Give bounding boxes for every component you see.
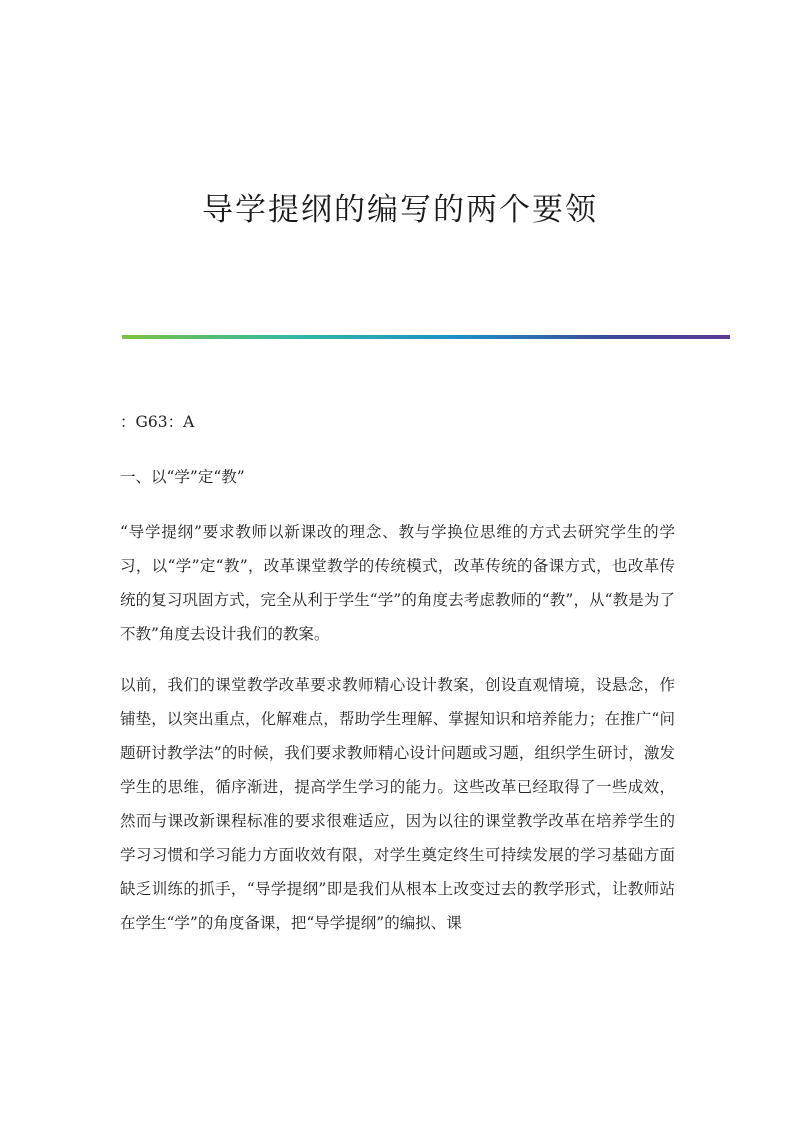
section-heading: 一、以“学”定“教” [120,468,245,486]
body-paragraph-1: “导学提纲”要求教师以新课改的理念、教与学换位思维的方式去研究学生的学习，以“学”定“教”，改革课堂教学的传统模式，改革传统的备课方式，也改革传统的复习巩固方式，完全从利于学生“学”的角度去考虑教师的“教”，从“教是为了不教”角度去设计我们的教案。 [120,523,675,643]
document-body [120,405,675,957]
document-title: 导学提纲的编写的两个要领 [202,192,598,228]
classification-code: ：G63：A [120,413,195,431]
body-paragraph-2: 以前，我们的课堂教学改革要求教师精心设计教案，创设直观情境，设悬念，作铺垫，以突出重点，化解难点，帮助学生理解、掌握知识和培养能力；在推广“问题研讨教学法”的时候，我们要求教师精心设计问题或习题，组织学生研讨，激发学生的思维，循序渐进，提高学生学习的能力。这些改革已经取得了一些成效，然而与课改新课程标准的要求很难适应，因为以往的课堂教学改革在培养学生的学习习惯和学习能力方面收效有限，对学生奠定终生可持续发展的学习基础方面缺乏训练的抓手，“导学提纲”即是我们从根本上改变过去的教学形式，让教师站在学生“学”的角度备课，把“导学提纲”的编拟、课 [120,676,675,932]
title-divider [122,335,730,339]
